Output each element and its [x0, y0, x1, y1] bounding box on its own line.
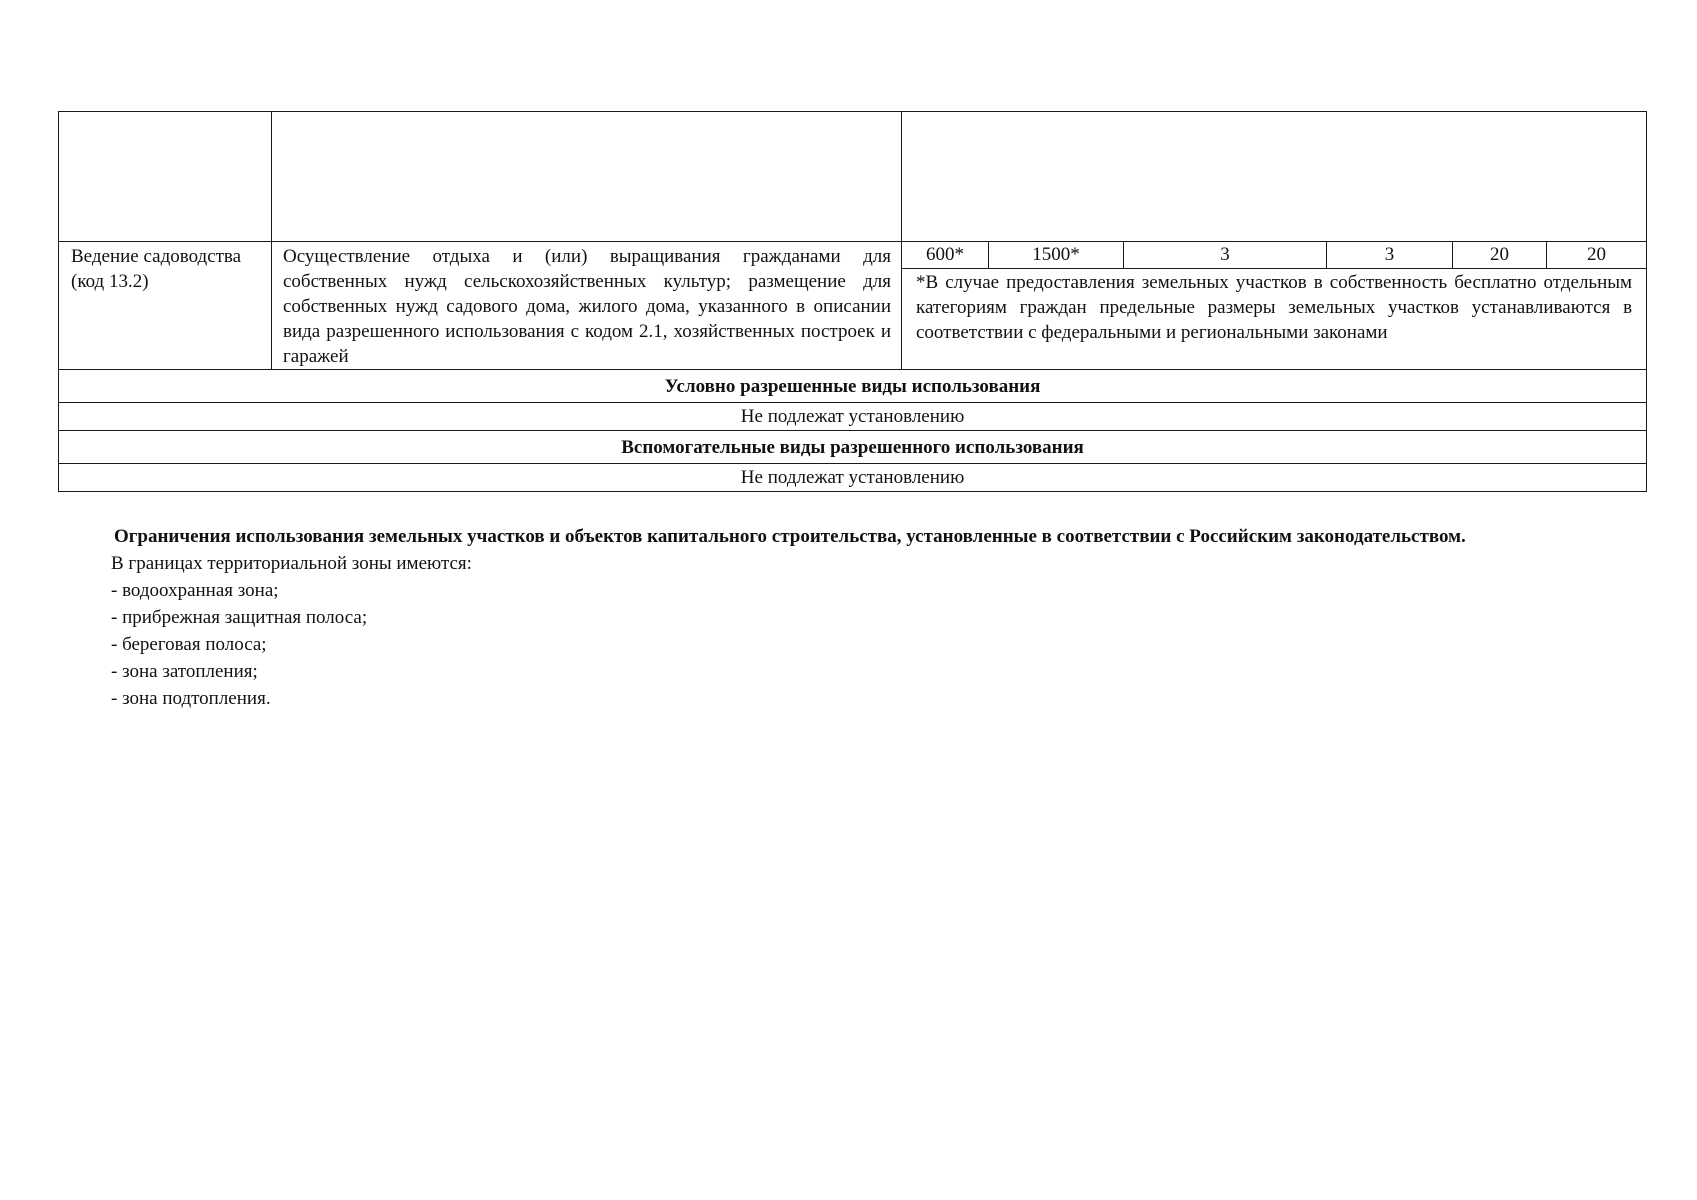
conditional-uses-value: Не подлежат установлению	[59, 403, 1647, 431]
use-description-cell: Осуществление отдыха и (или) выращивания гражданами для собственных нужд сельскохозяйственных культур; размещение для собственных нужд садового дома, жилого дома, указанного в описании вида разрешенного использования с кодом 2.1, хозяйственных построек и гаражей	[272, 242, 902, 370]
param-coverage: 20	[1547, 242, 1647, 269]
param-height: 20	[1453, 242, 1547, 269]
table-row-conditional-header	[59, 370, 1647, 403]
empty-cell	[59, 112, 272, 242]
restrictions-heading: Ограничения использования земельных участков и объектов капитального строительства, установленные в соответствии с Российским законодательством.	[114, 526, 1466, 547]
list-item: - береговая полоса;	[111, 634, 267, 655]
param-max-area: 1500*	[989, 242, 1124, 269]
table-row-main-use	[59, 242, 1647, 269]
auxiliary-uses-header: Вспомогательные виды разрешенного использования	[59, 431, 1647, 464]
auxiliary-uses-value: Не подлежат установлению	[59, 464, 1647, 492]
param-min-area: 600*	[902, 242, 989, 269]
param-floors: 3	[1327, 242, 1453, 269]
footnote-cell: *В случае предоставления земельных участков в собственность бесплатно отдельным категориям граждан предельные размеры земельных участков устанавливаются в соответствии с федеральными и региональными законами	[902, 269, 1647, 370]
param-setback: 3	[1124, 242, 1327, 269]
list-item: - зона подтопления.	[111, 688, 271, 709]
conditional-uses-header: Условно разрешенные виды использования	[59, 370, 1647, 403]
restrictions-intro: В границах территориальной зоны имеются:	[111, 553, 472, 574]
restrictions-section	[58, 523, 1558, 712]
list-item: - водоохранная зона;	[111, 580, 279, 601]
empty-cell	[272, 112, 902, 242]
zoning-table	[58, 111, 1647, 492]
table-row-continuation	[59, 112, 1647, 242]
list-item: - прибрежная защитная полоса;	[111, 607, 368, 628]
restrictions-list	[58, 577, 1558, 712]
list-item: - зона затопления;	[111, 661, 258, 682]
use-name-cell: Ведение садоводства (код 13.2)	[59, 242, 272, 370]
empty-cell	[902, 112, 1647, 242]
table-row-conditional-value	[59, 403, 1647, 431]
table-row-auxiliary-value	[59, 464, 1647, 492]
table-row-auxiliary-header	[59, 431, 1647, 464]
